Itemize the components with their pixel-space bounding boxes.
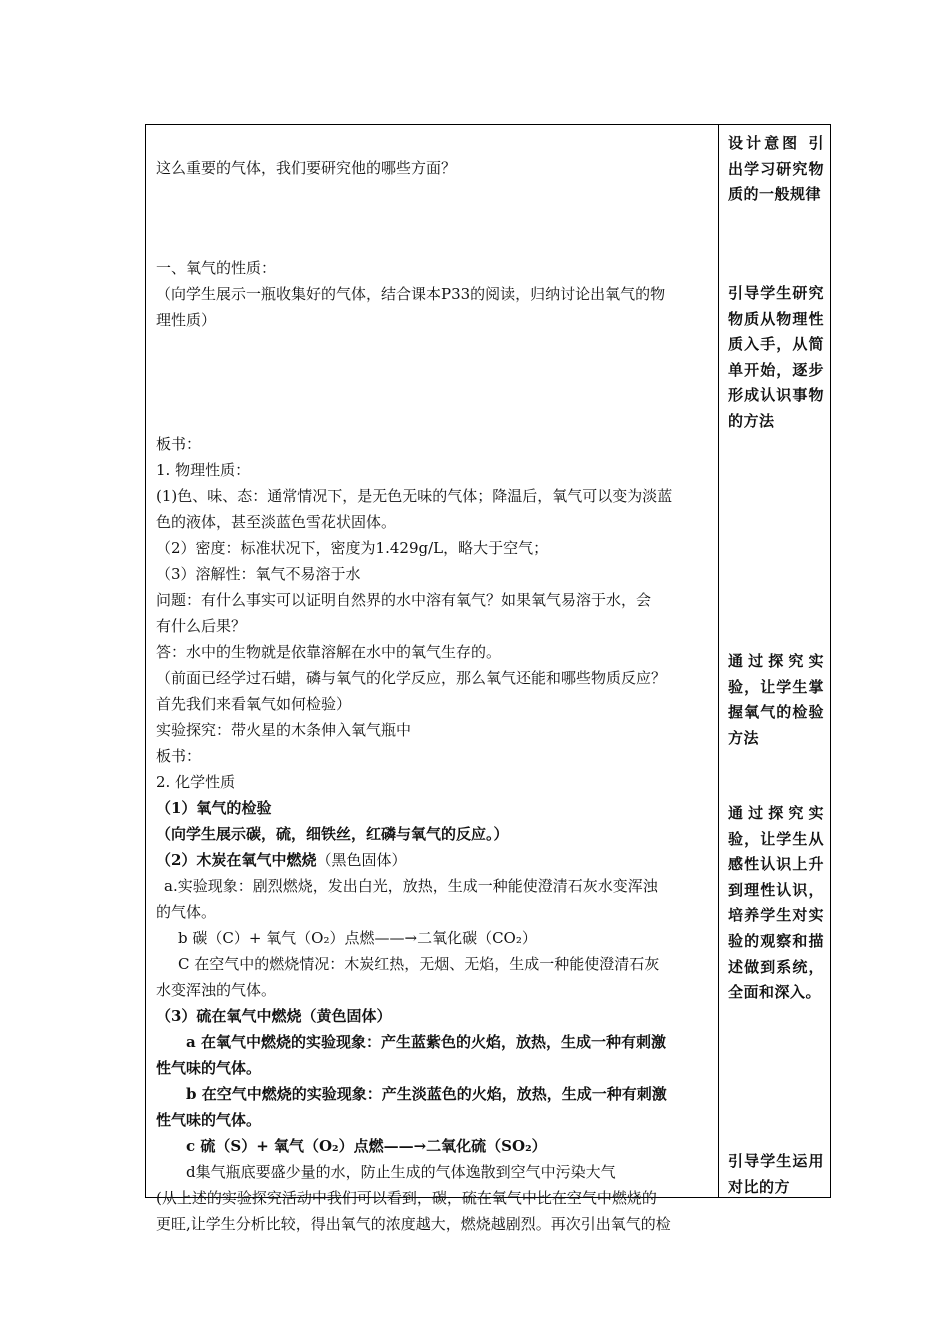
content-line-text: 实验探究：带火星的木条伸入氧气瓶中 xyxy=(156,721,412,739)
content-line xyxy=(156,873,720,899)
content-line xyxy=(156,743,712,769)
content-line-text: C 在空气中的燃烧情况：木炭红热，无烟、无焰，生成一种能使澄清石灰 xyxy=(178,955,660,973)
content-line xyxy=(156,639,712,665)
content-line xyxy=(156,925,734,951)
content-line xyxy=(156,509,712,535)
content-line-text: 更旺,让学生分析比较，得出氧气的浓度越大，燃烧越剧烈。再次引出氧气的检 xyxy=(156,1215,671,1233)
content-line-text: 性气味的气体。 xyxy=(156,1059,262,1077)
content-line-text: a 在氧气中燃烧的实验现象：产生蓝紫色的火焰，放热，生成一种有刺激 xyxy=(186,1033,666,1051)
content-line xyxy=(156,281,712,307)
content-line xyxy=(156,307,712,333)
content-line-text: （3）溶解性：氧气不易溶于水 xyxy=(156,565,361,583)
design-intent-note: 引导学生研究物质从物理性质入手，从简单开始，逐步形成认识事物的方法 xyxy=(728,284,824,430)
content-line-text: 首先我们来看氧气如何检验） xyxy=(156,695,352,713)
content-line xyxy=(156,1185,712,1211)
content-line-text: （向学生展示碳，硫，细铁丝，红磷与氧气的反应。） xyxy=(156,825,509,843)
content-line xyxy=(156,847,712,873)
content-line-text: 一、氧气的性质： xyxy=(156,259,277,277)
content-line xyxy=(156,899,712,925)
content-line xyxy=(156,613,712,639)
content-line xyxy=(156,535,712,561)
content-line xyxy=(156,1107,712,1133)
content-line-text: (1)色、味、态：通常情况下，是无色无味的气体；降温后，氧气可以变为淡蓝 xyxy=(156,487,673,505)
content-line xyxy=(156,821,712,847)
content-line xyxy=(156,1029,742,1055)
content-line-text: d集气瓶底要盛少量的水，防止生成的气体逸散到空气中污染大气 xyxy=(186,1163,616,1181)
design-intent-note: 通过探究实验，让学生从感性认识上升到理性认识，培养学生对实验的观察和描述做到系统，全面和深入。 xyxy=(728,804,824,1002)
content-line-text: 1. 物理性质： xyxy=(156,461,251,479)
content-line-text: 这么重要的气体，我们要研究他的哪些方面？ xyxy=(156,159,457,177)
design-intent-note: 设计意图 引出学习研究物质的一般规律 xyxy=(728,134,824,204)
content-line xyxy=(156,1055,712,1081)
content-line xyxy=(156,951,734,977)
content-line-text: （2）木炭在氧气中燃烧 xyxy=(156,851,317,869)
content-line-text: 性气味的气体。 xyxy=(156,1111,262,1129)
content-line-text: 板书： xyxy=(156,747,202,765)
content-line-text: （前面已经学过石蜡，磷与氧气的化学反应，那么氧气还能和哪些物质反应？ xyxy=(156,669,667,687)
lesson-plan-table xyxy=(145,124,831,1233)
content-line xyxy=(156,691,712,717)
content-line-text: 板书： xyxy=(156,435,202,453)
content-line xyxy=(156,1159,742,1185)
content-line xyxy=(156,1003,712,1029)
content-line-text: b 碳（C）+ 氧气（O₂）点燃——→二氧化碳（CO₂） xyxy=(178,929,537,947)
content-line-text: 的气体。 xyxy=(156,903,217,921)
content-line xyxy=(156,795,712,821)
content-line-text: b 在空气中燃烧的实验现象：产生淡蓝色的火焰，放热，生成一种有刺激 xyxy=(186,1085,667,1103)
content-line-text: 水变浑浊的气体。 xyxy=(156,981,277,999)
content-line xyxy=(156,1211,712,1237)
content-line-text: 2. 化学性质 xyxy=(156,773,236,791)
content-line xyxy=(156,457,712,483)
content-line-text: 理性质） xyxy=(156,311,217,329)
content-line-text: （3）硫在氧气中燃烧（黄色固体） xyxy=(156,1007,392,1025)
content-line xyxy=(156,587,712,613)
content-line xyxy=(156,483,712,509)
content-line-text: 答：水中的生物就是依靠溶解在水中的氧气生存的。 xyxy=(156,643,502,661)
content-line-text: c 硫（S）+ 氧气（O₂）点燃——→二氧化硫（SO₂） xyxy=(186,1137,547,1155)
content-line-note: （黑色固体） xyxy=(316,851,407,869)
content-line xyxy=(156,155,712,181)
content-line xyxy=(156,769,712,795)
content-line xyxy=(156,255,712,281)
content-line xyxy=(156,1081,742,1107)
design-intent-note: 通过探究实验，让学生掌握氧气的检验方法 xyxy=(728,652,824,747)
design-intent-note: 引导学生运用对比的方 xyxy=(728,1152,824,1196)
content-line-text: (从上述的实验探究活动中我们可以看到，碳，硫在氧气中比在空气中燃烧的 xyxy=(156,1189,657,1207)
content-line-text: （2）密度：标准状况下，密度为1.429g/L，略大于空气； xyxy=(156,539,549,557)
content-line xyxy=(156,561,712,587)
content-line-text: 有什么后果？ xyxy=(156,617,247,635)
content-line-text: 色的液体，甚至淡蓝色雪花状固体。 xyxy=(156,513,397,531)
content-line-text: 问题：有什么事实可以证明自然界的水中溶有氧气？如果氧气易溶于水，会 xyxy=(156,591,652,609)
content-line-text: a.实验现象：剧烈燃烧，发出白光，放热，生成一种能使澄清石灰水变浑浊 xyxy=(164,877,658,895)
content-line xyxy=(156,1133,742,1159)
content-line-text: （1）氧气的检验 xyxy=(156,799,272,817)
content-line-text: （向学生展示一瓶收集好的气体，结合课本P33的阅读，归纳讨论出氧气的物 xyxy=(156,285,666,303)
content-line xyxy=(156,665,712,691)
content-line xyxy=(156,977,712,1003)
content-line xyxy=(156,717,712,743)
content-line xyxy=(156,431,712,457)
